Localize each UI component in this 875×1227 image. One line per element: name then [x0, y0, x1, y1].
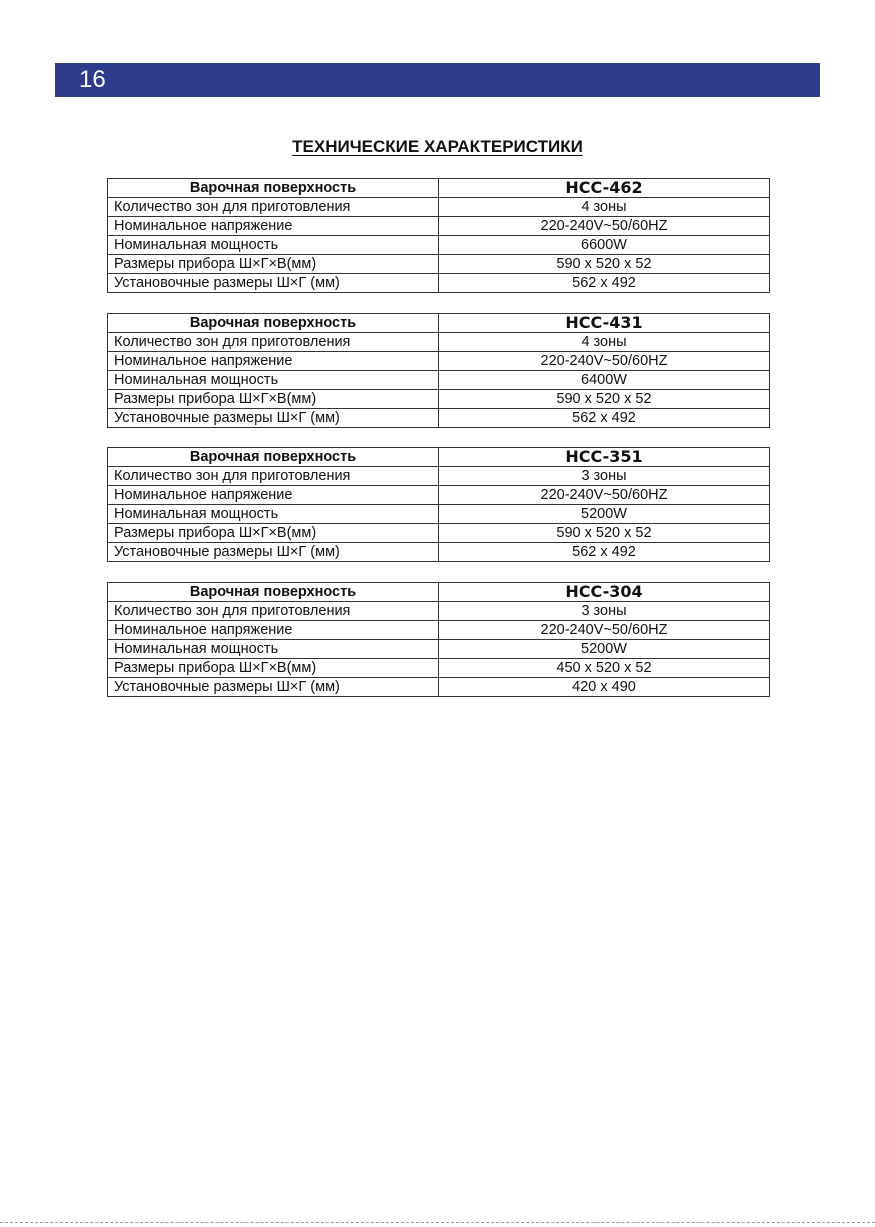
row-value: 3 зоны — [439, 467, 770, 486]
table-header-row — [108, 583, 770, 602]
spec-table-hcc-462 — [107, 178, 770, 293]
document-title — [0, 137, 875, 157]
row-label: Номинальная мощность — [108, 640, 439, 659]
row-value: 562 x 492 — [439, 274, 770, 293]
row-label: Размеры прибора Ш×Г×В(мм) — [108, 390, 439, 409]
table-row — [108, 274, 770, 293]
page-header-bar — [55, 63, 820, 97]
row-value: 3 зоны — [439, 602, 770, 621]
row-label: Размеры прибора Ш×Г×В(мм) — [108, 659, 439, 678]
table-row — [108, 236, 770, 255]
page-bottom-divider — [0, 1222, 875, 1223]
row-label: Установочные размеры Ш×Г (мм) — [108, 409, 439, 428]
table-row — [108, 524, 770, 543]
row-value: 4 зоны — [439, 198, 770, 217]
table-row — [108, 505, 770, 524]
row-label: Количество зон для приготовления — [108, 467, 439, 486]
row-value: 220-240V~50/60HZ — [439, 217, 770, 236]
row-label: Номинальное напряжение — [108, 486, 439, 505]
spec-table-hcc-351 — [107, 447, 770, 562]
row-value: 420 x 490 — [439, 678, 770, 697]
row-label: Номинальная мощность — [108, 371, 439, 390]
table-row — [108, 198, 770, 217]
table-row — [108, 255, 770, 274]
row-value: 4 зоны — [439, 333, 770, 352]
spec-table-hcc-431 — [107, 313, 770, 428]
row-label: Номинальное напряжение — [108, 217, 439, 236]
table-header-row — [108, 448, 770, 467]
model-name: HCC-431 — [439, 314, 770, 333]
header-label: Варочная поверхность — [108, 583, 439, 602]
row-value: 6600W — [439, 236, 770, 255]
row-label: Количество зон для приготовления — [108, 198, 439, 217]
table-row — [108, 333, 770, 352]
row-label: Размеры прибора Ш×Г×В(мм) — [108, 524, 439, 543]
spec-table-hcc-304 — [107, 582, 770, 697]
table-row — [108, 678, 770, 697]
row-value: 5200W — [439, 640, 770, 659]
document-title-text: ТЕХНИЧЕСКИЕ ХАРАКТЕРИСТИКИ — [292, 137, 583, 156]
model-name: HCC-304 — [439, 583, 770, 602]
row-label: Количество зон для приготовления — [108, 333, 439, 352]
table-row — [108, 409, 770, 428]
table-row — [108, 602, 770, 621]
row-label: Размеры прибора Ш×Г×В(мм) — [108, 255, 439, 274]
table-row — [108, 371, 770, 390]
header-label: Варочная поверхность — [108, 179, 439, 198]
row-label: Номинальная мощность — [108, 236, 439, 255]
table-header-row — [108, 314, 770, 333]
row-value: 562 x 492 — [439, 409, 770, 428]
header-label: Варочная поверхность — [108, 314, 439, 333]
header-label: Варочная поверхность — [108, 448, 439, 467]
table-row — [108, 543, 770, 562]
row-value: 6400W — [439, 371, 770, 390]
model-name: HCC-351 — [439, 448, 770, 467]
table-row — [108, 467, 770, 486]
row-value: 590 x 520 x 52 — [439, 255, 770, 274]
row-value: 220-240V~50/60HZ — [439, 352, 770, 371]
row-label: Номинальное напряжение — [108, 621, 439, 640]
row-label: Количество зон для приготовления — [108, 602, 439, 621]
row-label: Установочные размеры Ш×Г (мм) — [108, 274, 439, 293]
table-row — [108, 352, 770, 371]
table-row — [108, 486, 770, 505]
table-row — [108, 640, 770, 659]
row-value: 590 x 520 x 52 — [439, 524, 770, 543]
row-value: 450 x 520 x 52 — [439, 659, 770, 678]
row-value: 562 x 492 — [439, 543, 770, 562]
model-name: HCC-462 — [439, 179, 770, 198]
row-value: 220-240V~50/60HZ — [439, 486, 770, 505]
table-row — [108, 621, 770, 640]
row-value: 220-240V~50/60HZ — [439, 621, 770, 640]
row-label: Установочные размеры Ш×Г (мм) — [108, 678, 439, 697]
row-value: 590 x 520 x 52 — [439, 390, 770, 409]
row-label: Номинальная мощность — [108, 505, 439, 524]
table-header-row — [108, 179, 770, 198]
row-value: 5200W — [439, 505, 770, 524]
row-label: Установочные размеры Ш×Г (мм) — [108, 543, 439, 562]
table-row — [108, 217, 770, 236]
table-row — [108, 390, 770, 409]
page-number: 16 — [79, 66, 106, 93]
table-row — [108, 659, 770, 678]
row-label: Номинальное напряжение — [108, 352, 439, 371]
